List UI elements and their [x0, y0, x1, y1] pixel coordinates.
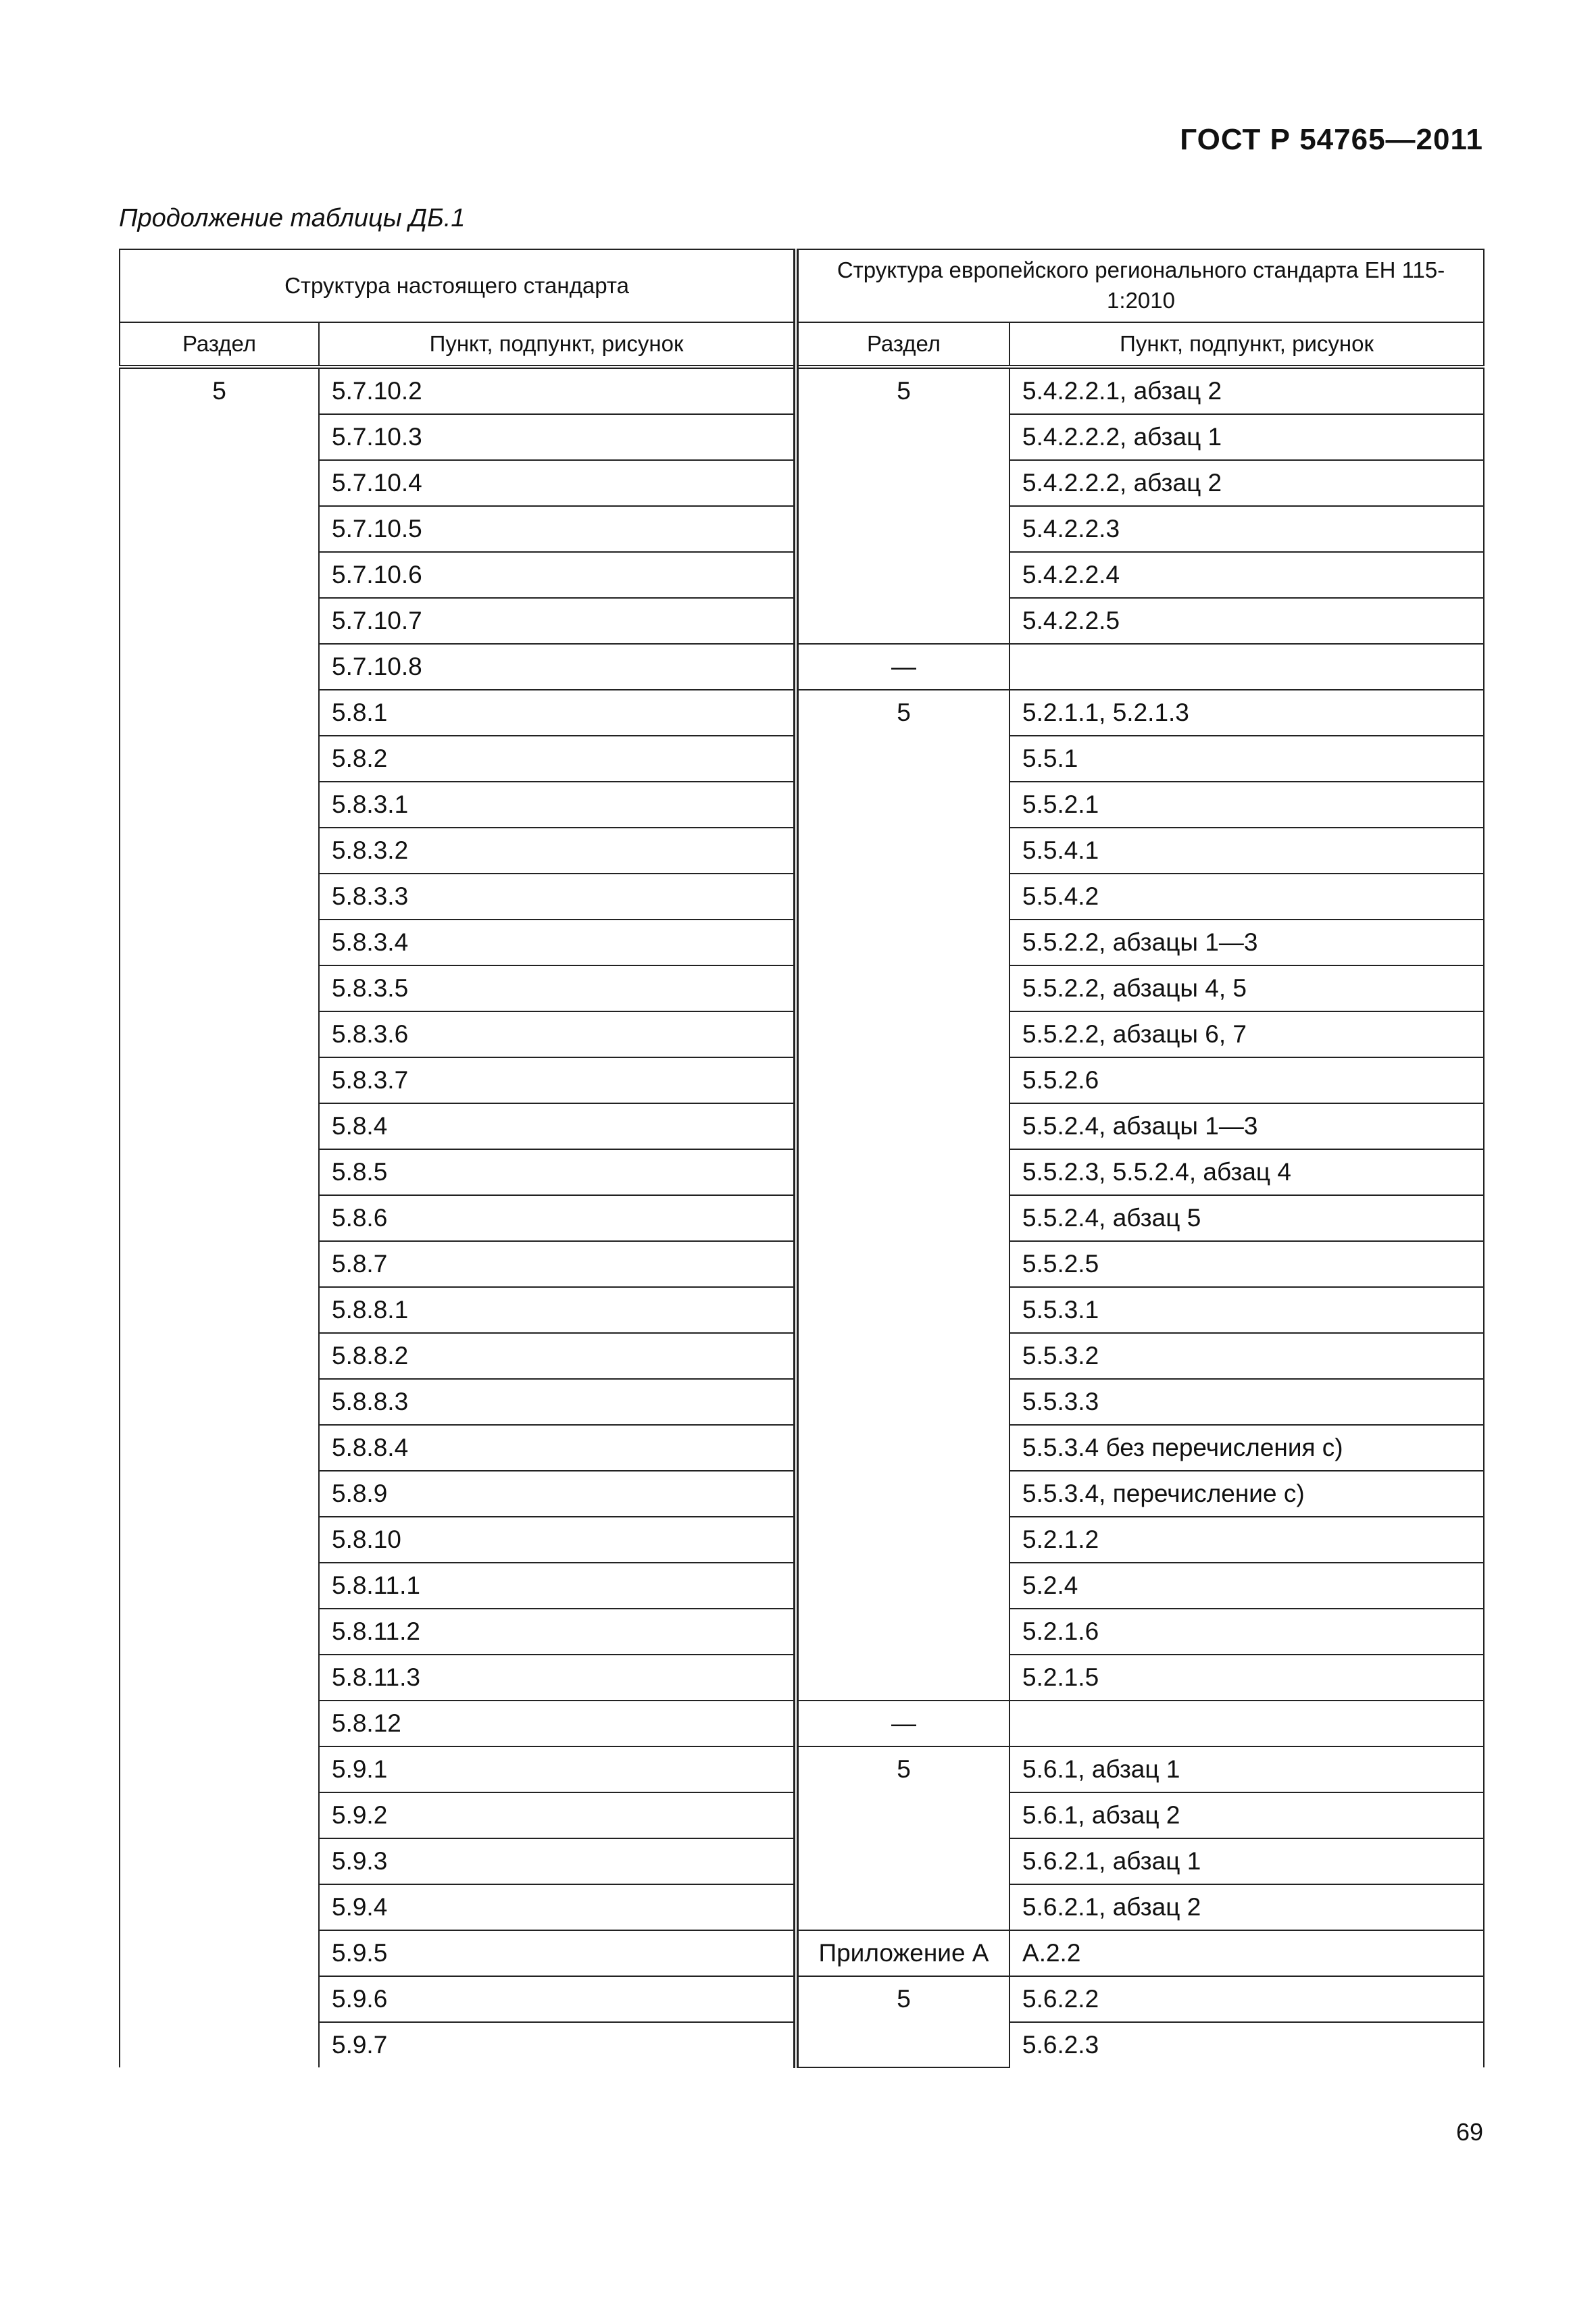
eur-clause-cell: 5.5.2.2, абзацы 4, 5 — [1009, 965, 1484, 1011]
eur-clause-cell: 5.6.1, абзац 2 — [1009, 1792, 1484, 1838]
national-clause-cell: 5.8.5 — [319, 1149, 796, 1195]
eur-clause-cell: 5.2.1.1, 5.2.1.3 — [1009, 690, 1484, 736]
national-clause-cell: 5.8.8.2 — [319, 1333, 796, 1379]
eur-clause-cell: 5.5.2.3, 5.5.2.4, абзац 4 — [1009, 1149, 1484, 1195]
col-header-section: Раздел — [120, 322, 319, 367]
national-clause-cell: 5.7.10.6 — [319, 552, 796, 598]
national-clause-cell: 5.9.7 — [319, 2022, 796, 2067]
eur-clause-cell: 5.4.2.2.1, абзац 2 — [1009, 367, 1484, 414]
group-header-european: Структура европейского регионального стандарта ЕН 115-1:2010 — [796, 249, 1484, 322]
eur-clause-cell: 5.6.1, абзац 1 — [1009, 1746, 1484, 1792]
col-header-clause: Пункт, подпункт, рисунок — [319, 322, 796, 367]
national-clause-cell: 5.8.9 — [319, 1471, 796, 1517]
eur-clause-cell: 5.5.3.4, перечисление с) — [1009, 1471, 1484, 1517]
eur-clause-cell: 5.5.2.4, абзац 5 — [1009, 1195, 1484, 1241]
eur-clause-cell: 5.6.2.1, абзац 1 — [1009, 1838, 1484, 1884]
eur-clause-cell: 5.5.1 — [1009, 736, 1484, 782]
document-code: ГОСТ Р 54765—2011 — [1180, 123, 1483, 156]
national-clause-cell: 5.8.3.5 — [319, 965, 796, 1011]
national-clause-cell: 5.8.4 — [319, 1103, 796, 1149]
eur-clause-cell: 5.2.4 — [1009, 1563, 1484, 1609]
national-clause-cell: 5.8.8.3 — [319, 1379, 796, 1425]
correspondence-table — [119, 249, 1485, 2068]
eur-clause-cell: 5.5.4.1 — [1009, 828, 1484, 874]
eur-clause-cell: А.2.2 — [1009, 1930, 1484, 1976]
eur-clause-cell: 5.5.2.6 — [1009, 1057, 1484, 1103]
eur-clause-cell: 5.5.3.2 — [1009, 1333, 1484, 1379]
table-row — [120, 367, 1484, 414]
table-row — [120, 644, 1484, 690]
eur-clause-cell: 5.2.1.2 — [1009, 1517, 1484, 1563]
eur-section-cell: — — [796, 1701, 1009, 1746]
national-clause-cell: 5.8.3.6 — [319, 1011, 796, 1057]
national-clause-cell: 5.8.11.3 — [319, 1655, 796, 1701]
national-clause-cell: 5.9.2 — [319, 1792, 796, 1838]
table-row — [120, 1701, 1484, 1746]
eur-clause-cell: 5.4.2.2.3 — [1009, 506, 1484, 552]
eur-clause-cell: 5.5.2.5 — [1009, 1241, 1484, 1287]
national-clause-cell: 5.8.3.4 — [319, 920, 796, 965]
group-header-national: Структура настоящего стандарта — [120, 249, 796, 322]
eur-section-cell: 5 — [796, 1746, 1009, 1930]
national-clause-cell: 5.8.10 — [319, 1517, 796, 1563]
national-clause-cell: 5.9.6 — [319, 1976, 796, 2022]
national-clause-cell: 5.7.10.4 — [319, 460, 796, 506]
national-clause-cell: 5.8.6 — [319, 1195, 796, 1241]
eur-clause-cell: 5.5.3.1 — [1009, 1287, 1484, 1333]
table-row — [120, 1746, 1484, 1792]
page-number: 69 — [1455, 2118, 1483, 2146]
national-clause-cell: 5.8.11.1 — [319, 1563, 796, 1609]
eur-clause-cell: 5.4.2.2.2, абзац 1 — [1009, 414, 1484, 460]
eur-clause-cell: 5.6.2.3 — [1009, 2022, 1484, 2067]
national-clause-cell: 5.8.3.7 — [319, 1057, 796, 1103]
national-clause-cell: 5.9.5 — [319, 1930, 796, 1976]
national-clause-cell: 5.8.3.2 — [319, 828, 796, 874]
table-row — [120, 690, 1484, 736]
eur-clause-cell: 5.4.2.2.2, абзац 2 — [1009, 460, 1484, 506]
eur-clause-cell: 5.4.2.2.4 — [1009, 552, 1484, 598]
eur-clause-cell: 5.5.3.3 — [1009, 1379, 1484, 1425]
national-clause-cell: 5.8.7 — [319, 1241, 796, 1287]
eur-clause-cell — [1009, 644, 1484, 690]
eur-section-cell: — — [796, 644, 1009, 690]
eur-clause-cell: 5.4.2.2.5 — [1009, 598, 1484, 644]
eur-section-cell: Приложение А — [796, 1930, 1009, 1976]
eur-clause-cell: 5.6.2.2 — [1009, 1976, 1484, 2022]
eur-clause-cell: 5.5.2.2, абзацы 6, 7 — [1009, 1011, 1484, 1057]
eur-clause-cell: 5.5.4.2 — [1009, 874, 1484, 920]
national-clause-cell: 5.7.10.3 — [319, 414, 796, 460]
national-clause-cell: 5.7.10.8 — [319, 644, 796, 690]
eur-clause-cell: 5.5.2.2, абзацы 1—3 — [1009, 920, 1484, 965]
national-clause-cell: 5.7.10.2 — [319, 367, 796, 414]
eur-clause-cell: 5.5.2.1 — [1009, 782, 1484, 828]
national-clause-cell: 5.8.12 — [319, 1701, 796, 1746]
national-clause-cell: 5.9.4 — [319, 1884, 796, 1930]
national-clause-cell: 5.9.1 — [319, 1746, 796, 1792]
eur-section-cell: 5 — [796, 690, 1009, 1701]
eur-clause-cell: 5.2.1.5 — [1009, 1655, 1484, 1701]
section-cell: 5 — [120, 367, 319, 2067]
national-clause-cell: 5.8.2 — [319, 736, 796, 782]
national-clause-cell: 5.7.10.5 — [319, 506, 796, 552]
eur-section-cell: 5 — [796, 1976, 1009, 2067]
eur-clause-cell: 5.2.1.6 — [1009, 1609, 1484, 1655]
eur-clause-cell: 5.5.3.4 без перечисления с) — [1009, 1425, 1484, 1471]
national-clause-cell: 5.8.8.1 — [319, 1287, 796, 1333]
national-clause-cell: 5.9.3 — [319, 1838, 796, 1884]
national-clause-cell: 5.7.10.7 — [319, 598, 796, 644]
national-clause-cell: 5.8.8.4 — [319, 1425, 796, 1471]
table-row — [120, 1930, 1484, 1976]
table-caption: Продолжение таблицы ДБ.1 — [119, 204, 466, 232]
eur-clause-cell — [1009, 1701, 1484, 1746]
national-clause-cell: 5.8.3.3 — [319, 874, 796, 920]
national-clause-cell: 5.8.1 — [319, 690, 796, 736]
eur-clause-cell: 5.6.2.1, абзац 2 — [1009, 1884, 1484, 1930]
national-clause-cell: 5.8.11.2 — [319, 1609, 796, 1655]
table-body — [120, 367, 1484, 2067]
col-header-eur-section: Раздел — [796, 322, 1009, 367]
table-row — [120, 1976, 1484, 2022]
eur-clause-cell: 5.5.2.4, абзацы 1—3 — [1009, 1103, 1484, 1149]
national-clause-cell: 5.8.3.1 — [319, 782, 796, 828]
col-header-eur-clause: Пункт, подпункт, рисунок — [1009, 322, 1484, 367]
eur-section-cell: 5 — [796, 367, 1009, 644]
